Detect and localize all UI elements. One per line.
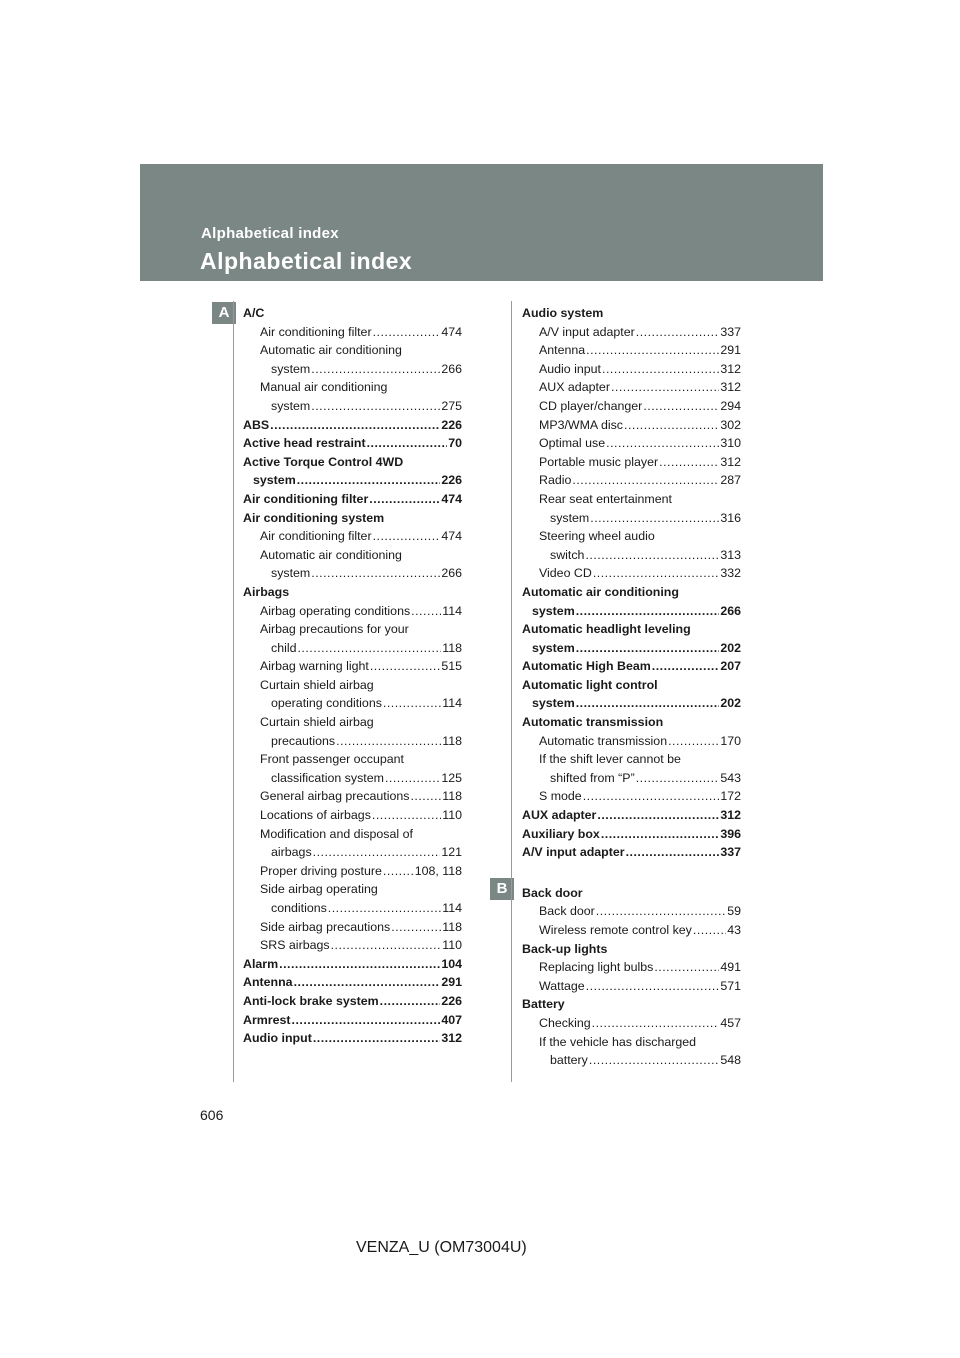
index-entry	[243, 416, 462, 435]
page-reference: 313	[720, 547, 741, 562]
dot-leader	[576, 639, 720, 658]
page-reference: 548	[720, 1053, 741, 1068]
entry-text: Proper driving posture	[260, 863, 382, 878]
dot-leader	[311, 564, 440, 583]
page-reference: 226	[441, 993, 462, 1008]
entry-text: system	[271, 361, 311, 376]
dot-leader	[385, 769, 440, 788]
entry-text: General airbag precautions	[260, 789, 410, 804]
entry-text: AUX adapter	[539, 380, 610, 395]
index-subentry	[243, 397, 462, 416]
entry-text: If the vehicle has discharged	[539, 1034, 697, 1049]
index-subentry	[522, 434, 741, 453]
entry-text: child	[271, 640, 297, 655]
index-subentry	[243, 639, 462, 658]
page-reference: 202	[720, 696, 741, 711]
page-reference: 266	[720, 603, 741, 618]
entry-text: precautions	[271, 733, 336, 748]
index-subentry	[522, 921, 741, 940]
page-reference: 515	[441, 659, 462, 674]
dot-leader	[411, 602, 441, 621]
dot-leader	[270, 416, 440, 435]
page-reference: 207	[720, 659, 741, 674]
letter-tab-a: A	[212, 302, 236, 324]
entry-text: Audio input	[539, 361, 602, 376]
index-entry	[243, 973, 462, 992]
entry-text: Antenna	[243, 975, 293, 990]
page-reference: 332	[720, 566, 741, 581]
dot-leader	[583, 787, 720, 806]
entry-text: Curtain shield airbag	[260, 677, 374, 692]
entry-text: Front passenger occupant	[260, 752, 404, 767]
dot-leader	[292, 1011, 441, 1030]
page-reference: 43	[727, 923, 741, 937]
dot-leader	[294, 973, 441, 992]
dot-leader	[279, 955, 440, 974]
dot-leader	[597, 806, 719, 825]
entry-text: Locations of airbags	[260, 808, 371, 823]
dot-leader	[602, 360, 719, 379]
dot-leader	[576, 602, 720, 621]
index-subentry	[522, 397, 741, 416]
page-reference: 337	[720, 845, 741, 860]
page-reference: 118	[442, 919, 462, 934]
entry-text: battery	[550, 1053, 588, 1068]
page-reference: 312	[720, 808, 741, 823]
page-reference: 396	[720, 826, 741, 841]
index-entry	[522, 639, 741, 658]
index-subentry	[522, 564, 741, 583]
dot-leader	[589, 1051, 719, 1070]
page-reference: 110	[442, 938, 462, 953]
page-reference: 104	[441, 956, 462, 971]
entry-text: system	[271, 398, 311, 413]
letter-tab-b: B	[490, 878, 514, 900]
dot-leader	[336, 732, 441, 751]
entry-text: Automatic air conditioning	[522, 584, 679, 599]
page-reference: 118	[442, 733, 462, 748]
entry-text: system	[532, 640, 575, 655]
dot-leader	[373, 527, 441, 546]
page-reference: 312	[720, 454, 741, 469]
dot-leader	[370, 657, 440, 676]
entry-text: S mode	[539, 789, 582, 804]
index-column-1	[243, 304, 462, 1048]
index-subentry	[243, 732, 462, 751]
entry-text: Anti-lock brake system	[243, 993, 379, 1008]
index-subentry	[522, 750, 741, 769]
page-reference: 110	[442, 808, 462, 823]
entry-text: Side airbag operating	[260, 882, 378, 897]
entry-text: system	[550, 510, 590, 525]
index-subentry	[243, 899, 462, 918]
entry-text: Portable music player	[539, 454, 659, 469]
index-entry	[522, 620, 741, 639]
page-reference: 337	[720, 324, 741, 339]
index-subentry	[243, 676, 462, 695]
column-divider-middle	[511, 301, 512, 1082]
index-entry	[522, 304, 741, 323]
entry-text: Airbag operating conditions	[260, 603, 411, 618]
dot-leader	[586, 341, 719, 360]
page-number: 606	[200, 1107, 224, 1123]
page-reference: 59	[727, 904, 741, 919]
page-reference: 266	[441, 361, 462, 376]
dot-leader	[297, 471, 441, 490]
entry-text: Automatic light control	[522, 677, 658, 692]
entry-text: Replacing light bulbs	[539, 960, 654, 975]
dot-leader	[636, 323, 720, 342]
dot-leader	[383, 862, 414, 881]
entry-text: Rear seat entertainment	[539, 491, 672, 506]
page-reference: 114	[442, 603, 462, 618]
entry-text: system	[532, 696, 575, 711]
entry-text: If the shift lever cannot be	[539, 752, 681, 767]
index-subentry	[243, 936, 462, 955]
dot-leader	[606, 434, 719, 453]
entry-text: Back door	[522, 885, 583, 900]
index-subentry	[243, 880, 462, 899]
entry-text: MP3/WMA disc	[539, 417, 623, 432]
index-entry	[522, 806, 741, 825]
entry-text: Wattage	[539, 978, 585, 993]
dot-leader	[576, 694, 720, 713]
entry-text: Audio input	[243, 1031, 312, 1046]
page-reference: 118	[442, 640, 462, 655]
index-subentry	[243, 769, 462, 788]
page-reference: 291	[441, 975, 462, 990]
dot-leader	[380, 992, 441, 1011]
entry-text: classification system	[271, 770, 384, 785]
index-entry	[243, 1011, 462, 1030]
entry-text: Active head restraint	[243, 436, 366, 451]
entry-text: Active Torque Control 4WD	[243, 454, 404, 469]
entry-text: A/V input adapter	[539, 324, 635, 339]
dot-leader	[626, 843, 720, 862]
index-subentry	[522, 527, 741, 546]
dot-leader	[636, 769, 720, 788]
index-subentry	[522, 732, 741, 751]
page-title: Alphabetical index	[200, 248, 413, 274]
index-subentry	[522, 509, 741, 528]
index-subentry	[522, 958, 741, 977]
entry-text: Automatic High Beam	[522, 659, 651, 674]
dot-leader	[297, 639, 441, 658]
index-entry	[522, 825, 741, 844]
page-reference: 202	[720, 640, 741, 655]
page-reference: 316	[720, 510, 741, 525]
entry-text: Airbags	[243, 584, 290, 599]
dot-leader	[592, 1014, 720, 1033]
dot-leader	[668, 732, 719, 751]
entry-text: system	[271, 566, 311, 581]
index-entry	[243, 955, 462, 974]
entry-text: Automatic transmission	[522, 715, 664, 730]
index-subentry	[522, 1033, 741, 1052]
dot-leader	[331, 936, 442, 955]
dot-leader	[328, 899, 441, 918]
index-subentry	[243, 378, 462, 397]
page-reference: 312	[720, 361, 741, 376]
dot-leader	[410, 787, 441, 806]
index-entry	[243, 1029, 462, 1048]
page-reference: 121	[441, 845, 462, 860]
index-subentry	[243, 806, 462, 825]
index-entry	[243, 490, 462, 509]
entry-text: airbags	[271, 845, 312, 860]
section-gap	[522, 862, 741, 884]
index-subentry	[243, 825, 462, 844]
page-reference: 312	[441, 1031, 462, 1046]
index-subentry	[522, 416, 741, 435]
page-reference: 457	[720, 1015, 741, 1030]
index-subentry	[522, 977, 741, 996]
index-entry	[243, 509, 462, 528]
dot-leader	[652, 657, 720, 676]
index-subentry	[522, 490, 741, 509]
entry-text: Radio	[539, 473, 572, 488]
index-subentry	[243, 620, 462, 639]
entry-text: Alarm	[243, 956, 279, 971]
page-reference: 294	[720, 398, 741, 413]
index-subentry	[522, 360, 741, 379]
entry-text: shifted from “P”	[550, 770, 635, 785]
index-entry	[522, 583, 741, 602]
page-reference: 302	[720, 417, 741, 432]
entry-text: Video CD	[539, 566, 592, 581]
entry-text: Automatic headlight leveling	[522, 622, 691, 637]
page-reference: 474	[441, 529, 462, 544]
index-subentry	[243, 918, 462, 937]
dot-leader	[585, 546, 719, 565]
page-reference: 543	[720, 770, 741, 785]
page-reference: 266	[441, 566, 462, 581]
entry-text: Automatic transmission	[539, 733, 668, 748]
page-reference: 571	[720, 978, 741, 993]
index-subentry	[522, 453, 741, 472]
page-reference: 108, 118	[414, 863, 462, 878]
entry-text: Air conditioning filter	[260, 529, 372, 544]
entry-text: Steering wheel audio	[539, 529, 655, 544]
index-subentry	[522, 902, 741, 921]
dot-leader	[659, 453, 719, 472]
index-subentry	[522, 546, 741, 565]
index-subentry	[243, 564, 462, 583]
entry-text: Optimal use	[539, 436, 606, 451]
entry-text: Armrest	[243, 1012, 291, 1027]
page-reference: 114	[442, 901, 462, 915]
index-entry	[522, 676, 741, 695]
entry-text: Back-up lights	[522, 941, 608, 956]
index-entry	[522, 602, 741, 621]
index-entry	[522, 940, 741, 959]
entry-text: Airbag precautions for your	[260, 622, 409, 637]
index-entry	[243, 471, 462, 490]
page-reference: 287	[720, 473, 741, 488]
entry-text: switch	[550, 547, 585, 562]
entry-text: Auxiliary box	[522, 826, 600, 841]
index-subentry	[243, 843, 462, 862]
entry-text: Automatic air conditioning	[260, 343, 402, 358]
chapter-header	[140, 164, 823, 281]
dot-leader	[654, 958, 719, 977]
index-entry	[243, 304, 462, 323]
dot-leader	[572, 471, 719, 490]
dot-leader	[367, 434, 448, 453]
page-reference: 125	[441, 770, 462, 785]
entry-text: operating conditions	[271, 696, 382, 711]
entry-text: Air conditioning system	[243, 510, 385, 525]
dot-leader	[383, 694, 441, 713]
entry-text: Wireless remote control key	[539, 923, 692, 937]
document-footer: VENZA_U (OM73004U)	[356, 1239, 527, 1256]
entry-text: Manual air conditioning	[260, 380, 388, 395]
dot-leader	[611, 378, 719, 397]
index-subentry	[243, 750, 462, 769]
entry-text: AUX adapter	[522, 808, 597, 823]
index-entry	[243, 583, 462, 602]
dot-leader	[372, 806, 441, 825]
entry-text: Battery	[522, 997, 565, 1012]
page-reference: 226	[441, 473, 462, 488]
page-reference: 114	[442, 696, 462, 711]
index-entry	[522, 657, 741, 676]
page-reference: 474	[441, 324, 462, 339]
index-subentry	[522, 378, 741, 397]
index-entry	[522, 694, 741, 713]
dot-leader	[596, 902, 726, 921]
column-divider-left	[233, 301, 234, 1082]
entry-text: ABS	[243, 417, 270, 432]
page-reference: 118	[442, 789, 462, 804]
index-subentry	[243, 657, 462, 676]
index-subentry	[522, 769, 741, 788]
index-column-2	[522, 304, 741, 1070]
entry-text: Curtain shield airbag	[260, 715, 374, 730]
index-subentry	[522, 1051, 741, 1070]
index-subentry	[243, 787, 462, 806]
dot-leader	[313, 1029, 440, 1048]
page-reference: 291	[720, 343, 741, 358]
index-subentry	[243, 527, 462, 546]
page-reference: 275	[441, 398, 462, 413]
index-subentry	[243, 341, 462, 360]
page-reference: 312	[720, 380, 741, 395]
dot-leader	[311, 397, 440, 416]
index-subentry	[522, 787, 741, 806]
dot-leader	[693, 921, 726, 940]
page-reference: 407	[441, 1012, 462, 1027]
dot-leader	[373, 323, 441, 342]
dot-leader	[590, 509, 719, 528]
entry-text: SRS airbags	[260, 938, 330, 953]
entry-text: conditions	[271, 901, 327, 915]
index-entry	[522, 713, 741, 732]
page-reference: 170	[720, 733, 741, 748]
dot-leader	[391, 918, 441, 937]
entry-text: system	[253, 473, 296, 488]
index-subentry	[522, 341, 741, 360]
section-label: Alphabetical index	[201, 225, 339, 242]
index-entry	[522, 884, 741, 903]
index-entry	[243, 453, 462, 472]
entry-text: Air conditioning filter	[243, 491, 369, 506]
index-subentry	[522, 1014, 741, 1033]
index-entry	[243, 434, 462, 453]
index-subentry	[243, 602, 462, 621]
entry-text: Automatic air conditioning	[260, 547, 402, 562]
entry-text: A/C	[243, 306, 265, 320]
entry-text: system	[532, 603, 575, 618]
entry-text: Side airbag precautions	[260, 919, 391, 934]
page-reference: 172	[720, 789, 741, 804]
page-reference: 226	[441, 417, 462, 432]
index-subentry	[522, 471, 741, 490]
dot-leader	[624, 416, 719, 435]
entry-text: Modification and disposal of	[260, 826, 413, 841]
dot-leader	[311, 360, 440, 379]
dot-leader	[313, 843, 441, 862]
index-entry	[243, 992, 462, 1011]
index-subentry	[243, 360, 462, 379]
index-subentry	[243, 694, 462, 713]
dot-leader	[369, 490, 440, 509]
index-entry	[522, 843, 741, 862]
index-subentry	[243, 713, 462, 732]
entry-text: Back door	[539, 904, 595, 919]
dot-leader	[586, 977, 720, 996]
dot-leader	[593, 564, 720, 583]
entry-text: CD player/changer	[539, 398, 643, 413]
index-subentry	[243, 862, 462, 881]
page-reference: 310	[720, 436, 741, 451]
page-reference: 491	[720, 960, 741, 975]
dot-leader	[643, 397, 719, 416]
entry-text: Audio system	[522, 306, 604, 320]
entry-text: Checking	[539, 1015, 591, 1030]
index-subentry	[522, 323, 741, 342]
index-subentry	[243, 323, 462, 342]
index-subentry	[243, 546, 462, 565]
entry-text: Air conditioning filter	[260, 324, 372, 339]
dot-leader	[601, 825, 720, 844]
entry-text: A/V input adapter	[522, 845, 625, 860]
entry-text: Airbag warning light	[260, 659, 369, 674]
entry-text: Antenna	[539, 343, 586, 358]
page-reference: 474	[441, 491, 462, 506]
index-entry	[522, 995, 741, 1014]
page-reference: 70	[448, 436, 462, 451]
